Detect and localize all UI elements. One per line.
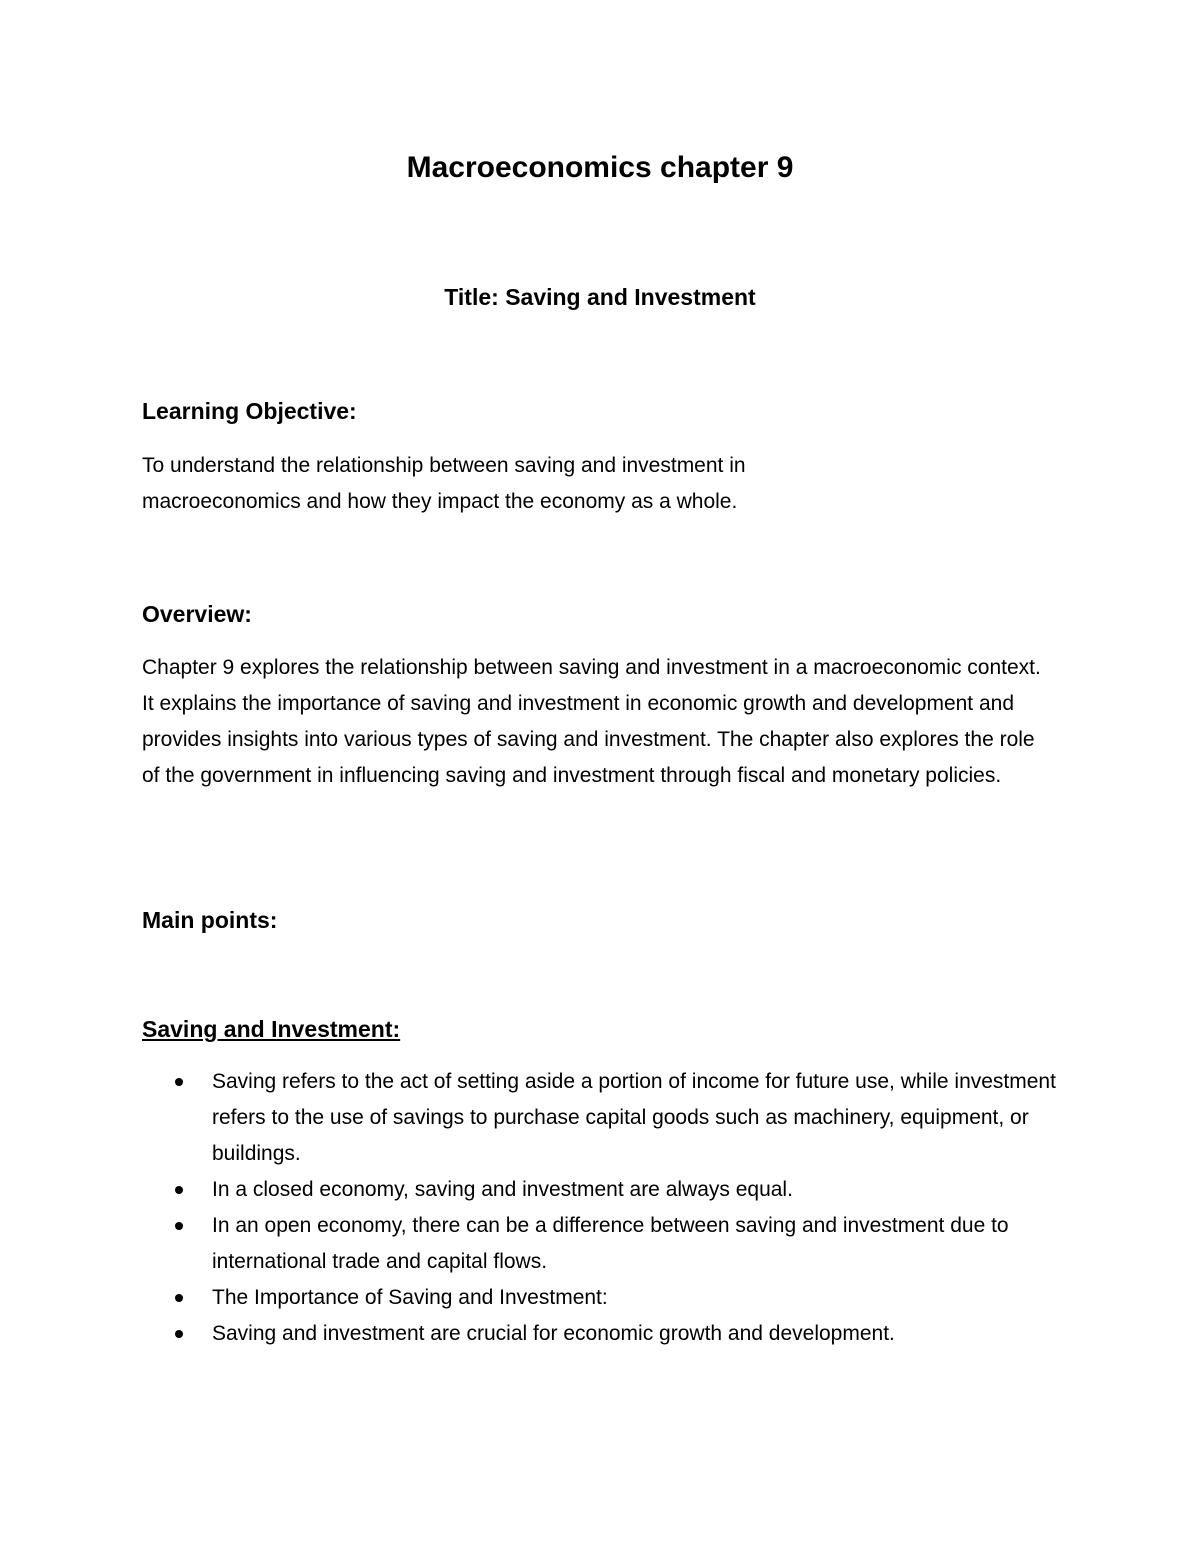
document-subtitle: Title: Saving and Investment (444, 284, 756, 310)
main-points-list (172, 1064, 1072, 1352)
bullet-icon (175, 1294, 183, 1302)
saving-investment-subheading: Saving and Investment: (142, 1016, 401, 1042)
list-item-text: The Importance of Saving and Investment: (212, 1286, 608, 1309)
overview-heading: Overview: (142, 601, 252, 627)
learning-objective-text: To understand the relationship between saving and investment in macroeconomics and how they impact the economy as a whole. (142, 454, 746, 513)
list-item-text: Saving and investment are crucial for economic growth and development. (212, 1322, 895, 1345)
list-item-text: In a closed economy, saving and investment are always equal. (212, 1178, 793, 1201)
bullet-icon (175, 1078, 183, 1086)
overview-text: Chapter 9 explores the relationship between saving and investment in a macroeconomic context. It explains the importance of saving and investment in economic growth and development and provides insights into various types of saving and investment. The chapter also explores the role of the government in influencing saving and investment through fiscal and monetary policies. (142, 656, 1041, 787)
list-item (172, 1208, 1072, 1280)
list-item (172, 1316, 1072, 1352)
list-item (172, 1280, 1072, 1316)
document-title: Macroeconomics chapter 9 (406, 151, 794, 184)
list-item-text: Saving refers to the act of setting aside a portion of income for future use, while investment refers to the use of savings to purchase capital goods such as machinery, equipment, or buildings. (212, 1070, 1056, 1165)
bullet-icon (175, 1330, 183, 1338)
bullet-icon (175, 1222, 183, 1230)
list-item-text: In an open economy, there can be a difference between saving and investment due to international trade and capital flows. (212, 1214, 1009, 1273)
bullet-icon (175, 1186, 183, 1194)
list-item (172, 1172, 1072, 1208)
learning-objective-heading: Learning Objective: (142, 398, 357, 424)
list-item (172, 1064, 1072, 1172)
main-points-heading: Main points: (142, 907, 278, 933)
